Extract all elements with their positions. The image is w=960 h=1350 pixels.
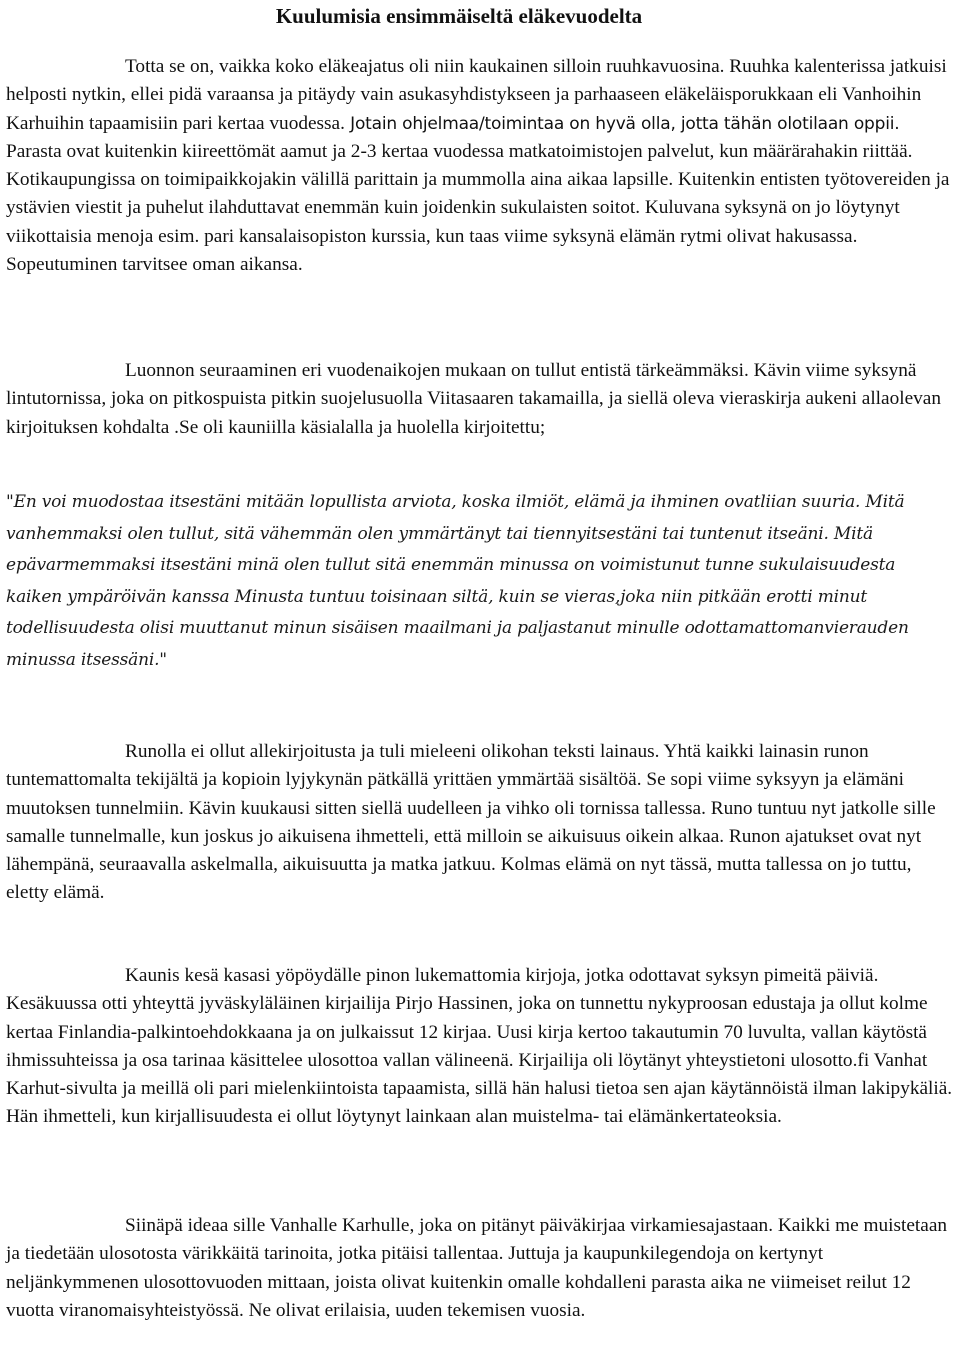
paragraph-text: Siinäpä ideaa sille Vanhalle Karhulle, joka on pitänyt päiväkirjaa virkamiesajastaan. Kaikki me muistetaan ja tiedetään ulosotosta värikkäitä tarinoita, jotka pitäisi tallentaa. Juttuja ja kaupunkilegendoja on kertynyt neljänkymmenen ulosottovuoden mittaan, joista olivat kuitenkin omalle kohdalleni parasta aika ne viimeiset reilut 12 vuotta viranomaisyhteistyössä. Ne olivat erilaisia, uuden tekemisen vuosia. (6, 1215, 948, 1321)
paragraph-text: Runolla ei ollut allekirjoitusta ja tuli mieleeni olikohan teksti lainaus. Yhtä kaikki lainasin runon tuntemattomalta tekijältä ja kopioin lyjykynän pätkällä yrittäen ymmärtää sisältöä. Se sopi viime syksyyn ja elämäni muutoksen tunnelmiin. Kävin kuukausi sitten siellä uudelleen ja vihko oli tornissa tallessa. Runo tuntuu nyt jatkolle sille samalle tunnelmalle, kun joskus jo aikuisena ihmetteli, että milloin se aikuisuus oikein alkaa. Runon ajatukset ovat nyt lähempänä, seuraavalla askelmalla, aikuisuutta ja matka jatkuu. Kolmas elämä on nyt tässä, mutta tallessa on jo tuttu, eletty elämä. (6, 741, 936, 904)
handwritten-quote: "En voi muodostaa itsestäni mitään lopullista arviota, koska ilmiöt, elämä ja ihminen ovatliian suuria. Mitä vanhemmaksi olen tullut, sitä vähemmän olen ymmärtänyt tai tiennyitsestäni tai tuntenut itseäni. Mitä epävarmemmaksi itsestäni minä olen tullut sitä enemmän minussa on voimistunut tunne sukulaisuudesta kaiken ympäröivän kanssa Minusta tuntuu toisinaan siltä, kuin se vieras,joka niin pitkään erotti minut todellisuudesta olisi muuttanut minun sisäisen maailmani ja paljastanut minulle odottamattomanvierauden minussa itsessäni." (6, 492, 909, 670)
paragraph-text-serif: Totta se on, vaikka koko eläkeajatus oli niin kaukainen silloin ruuhkavuosina. Ruuhka kalenterissa jatkuisi helposti nytkin, ellei pidä varaansa ja pitäydy vain asukasyhdistykseen ja parhaaseen eläkeläisporukkaan eli Vanhoihin Karhuihin tapaamisiin pari kertaa vuodessa. (6, 56, 947, 134)
document-title: Kuulumisia ensimmäiseltä eläkevuodelta (275, 4, 643, 28)
paragraph-diary-idea (6, 1212, 956, 1325)
paragraph-nature (6, 357, 956, 442)
paragraph-retirement (6, 53, 956, 279)
paragraph-books (6, 962, 956, 1132)
paragraph-text: Kaunis kesä kasasi yöpöydälle pinon lukemattomia kirjoja, jotka odottavat syksyn pimeitä päiviä. Kesäkuussa otti yhteyttä jyväskyläläinen kirjailija Pirjo Hassinen, joka on tunnettu nykyproosan edustaja ja ollut kolme kertaa Finlandia-palkintoehdokkaana ja on julkaissut 12 kirjaa. Uusi kirja kertoo takautumin 70 luvulta, vallan käytöstä ihmissuhteissa ja osa tarinaa käsittelee ulosottoa vallan välineenä. Kirjailija oli löytänyt yhteystietoni ulosotto.fi Vanhat Karhut-sivulta ja meillä oli pari mielenkiintoista tapaamista, sillä hän halusi tietoa sen ajan käytännöistä ilman lakipykäliä. Hän ihmetteli, kun kirjallisuudesta ei ollut löytynyt lainkaan alan muistelma- tai elämänkertateoksia. (6, 965, 953, 1128)
paragraph-text-sans: Jotain ohjelmaa/toimintaa on hyvä olla, jotta tähän olotilaan oppii. (344, 113, 900, 134)
paragraph-text-rest: Parasta ovat kuitenkin kiireettömät aamut ja 2-3 kertaa vuodessa matkatoimistojen palvelut, kun määrärahakin riittää. Kotikaupungissa on toimipaikkojakin välillä parittain ja mummolla aina aikaa lapsille. Kuitenkin entisten työtovereiden ja ystävien viestit ja puhelut ilahduttavat enemmän kuin joidenkin sukulaisten soitot. Kuluvana syksynä on jo löytynyt viikottaisia menoja esim. pari kansalaisopiston kurssia, kun taas viime syksynä elämän rytmi olivat hakusassa. Sopeutuminen tarvitsee oman aikansa. (6, 140, 950, 276)
paragraph-poem-reflection (6, 738, 956, 908)
paragraph-text: Luonnon seuraaminen eri vuodenaikojen mukaan on tullut entistä tärkeämmäksi. Kävin viime syksynä lintutornissa, joka on pitkospuista pitkin suojelusuolla Viitasaaren takamailla, ja siellä oleva vieraskirja aukeni allaolevan kirjoituksen kohdalta .Se oli kauniilla käsialalla ja huolella kirjoitettu; (6, 360, 941, 438)
